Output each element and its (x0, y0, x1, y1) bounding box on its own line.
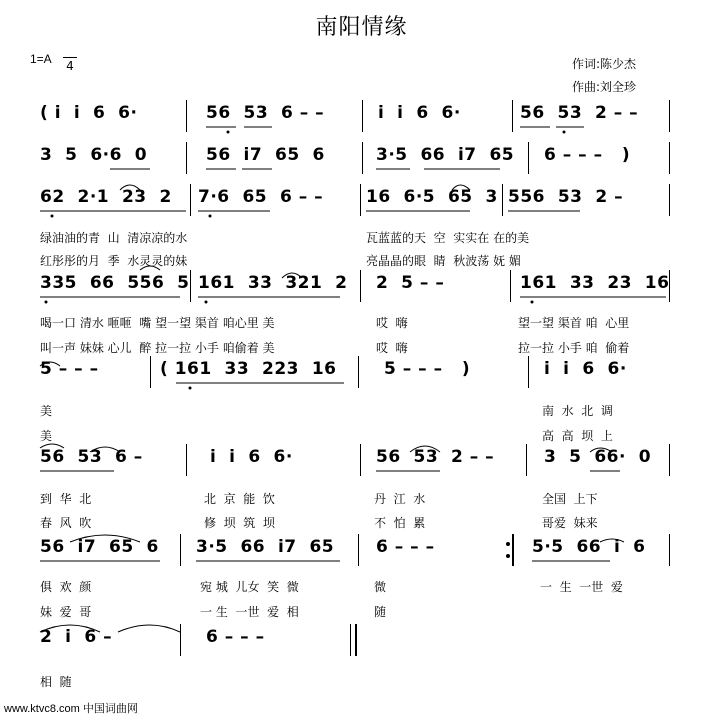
lyric-line: 宛 城 儿女 笑 微 (200, 580, 299, 594)
measure: 16 6·5 65 3 (366, 187, 498, 207)
measure: 335 66 556 5 (40, 273, 190, 293)
lyric-line: 叫一声 妹妹 心儿 醉 拉一拉 小手 咱偷着 美 (40, 341, 275, 355)
lyric-line: 一 生 一世 爱 (540, 580, 623, 594)
octave-dot (209, 215, 212, 218)
slur-arc (140, 266, 160, 270)
lyric-line: 相 随 (40, 675, 72, 689)
measure: ( i i 6 6· (40, 103, 138, 123)
measure: i i 6 6· (544, 359, 627, 379)
measure: 6 – – – (206, 627, 265, 647)
slur-arc (118, 625, 180, 632)
slur-arc (70, 535, 140, 542)
measure: 56 i7 65 6 (206, 145, 325, 165)
lyric-line: 随 (374, 605, 387, 619)
octave-dot (227, 131, 230, 134)
slur-arc (410, 446, 440, 452)
lyric-line: 亮晶晶的眼 睛 秋波荡 妩 媚 (366, 254, 521, 268)
slur-arc (282, 273, 302, 278)
measure: 7·6 65 6 – – (198, 187, 324, 207)
octave-dot (51, 215, 54, 218)
lyric-line: 高 高 坝 上 (542, 429, 613, 443)
lyric-line: 南 水 北 调 (542, 404, 613, 418)
octave-dot (189, 387, 192, 390)
slur-arc (40, 625, 100, 632)
lyric-line: 微 (374, 580, 387, 594)
slur-arc (120, 185, 140, 190)
lyric-line: 喝一口 清水 咂咂 嘴 望一望 渠首 咱心里 美 (40, 316, 275, 330)
lyric-line: 绿油油的青 山 清凉凉的水 (40, 231, 188, 245)
measure: 56 53 6 – (40, 447, 143, 467)
measure: 3 5 6·6 0 (40, 145, 148, 165)
lyricist-credit: 作词:陈少杰 (572, 57, 637, 71)
time-signature-bottom: 4 (66, 59, 74, 73)
measure: 556 53 2 – (508, 187, 624, 207)
key-signature: 1=A (30, 52, 52, 66)
lyric-line: 到 华 北 (40, 492, 92, 506)
slur-arc (600, 539, 624, 542)
repeat-dot (506, 554, 510, 558)
measure: ( 161 33 223 16 (160, 359, 337, 379)
measure: 2 i 6 – (40, 627, 113, 647)
octave-dot (531, 301, 534, 304)
octave-dot (205, 301, 208, 304)
measure: i i 6 6· (378, 103, 461, 123)
measure: i i 6 6· (210, 447, 293, 467)
lyric-line: 美 (40, 404, 53, 418)
slur-arc (452, 185, 470, 190)
measure: 56 53 2 – – (520, 103, 639, 123)
measure: 2 5 – – (376, 273, 445, 293)
lyric-line: 瓦蓝蓝的天 空 实实在 在的美 (366, 231, 530, 245)
octave-dot (45, 301, 48, 304)
lyric-line: 哥爱 妹来 (542, 516, 598, 530)
measure: 6 – – – ) (544, 145, 631, 165)
song-title: 南阳情缘 (315, 15, 408, 40)
measure: 5·5 66 i 6 (532, 537, 646, 557)
lyric-line: 北 京 能 饮 (204, 492, 275, 506)
slur-arc (40, 362, 60, 366)
lyric-line: 哎 嗨 (376, 341, 408, 355)
measure: 56 i7 65 6 (40, 537, 159, 557)
lyric-line: 不 怕 累 (374, 516, 426, 530)
lyric-line: 俱 欢 颜 (40, 580, 92, 594)
lyric-line: 美 (40, 429, 53, 443)
measure: 161 33 23 16 (520, 273, 670, 293)
measure: 56 53 2 – – (376, 447, 495, 467)
lyric-line: 妹 爱 哥 (40, 605, 92, 619)
lyric-line: 全国 上下 (542, 492, 598, 506)
lyric-line: 哎 嗨 (376, 316, 408, 330)
lyric-line: 修 坝 筑 坝 (204, 516, 275, 530)
composer-credit: 作曲:刘全珍 (572, 80, 637, 94)
octave-dot (563, 131, 566, 134)
measure: 3·5 66 i7 65 (376, 145, 515, 165)
lyric-line: 春 风 吹 (40, 516, 92, 530)
measure: 5 – – – ) (384, 359, 471, 379)
footer-watermark: www.ktvc8.com 中国词曲网 (4, 703, 138, 715)
lyric-line: 拉一拉 小手 咱 偷着 (518, 341, 630, 355)
measure: 3·5 66 i7 65 (196, 537, 335, 557)
measure: 56 53 6 – – (206, 103, 325, 123)
slur-arc (590, 448, 612, 452)
measure: 6 – – – (376, 537, 435, 557)
measure: 62 2·1 23 2 (40, 187, 172, 207)
slur-arc (90, 447, 120, 452)
slur-arc (40, 444, 64, 448)
lyric-line: 望一望 渠首 咱 心里 (518, 316, 630, 330)
lyric-line: 一 生 一世 爱 相 (200, 605, 299, 619)
measure: 3 5 66· 0 (544, 447, 652, 467)
lyric-line: 丹 江 水 (374, 492, 426, 506)
repeat-dot (506, 542, 510, 546)
lyric-line: 红彤彤的月 季 水灵灵的妹 (40, 254, 188, 268)
measure: 161 33 321 2 (198, 273, 348, 293)
measure: 5 – – – (40, 359, 99, 379)
